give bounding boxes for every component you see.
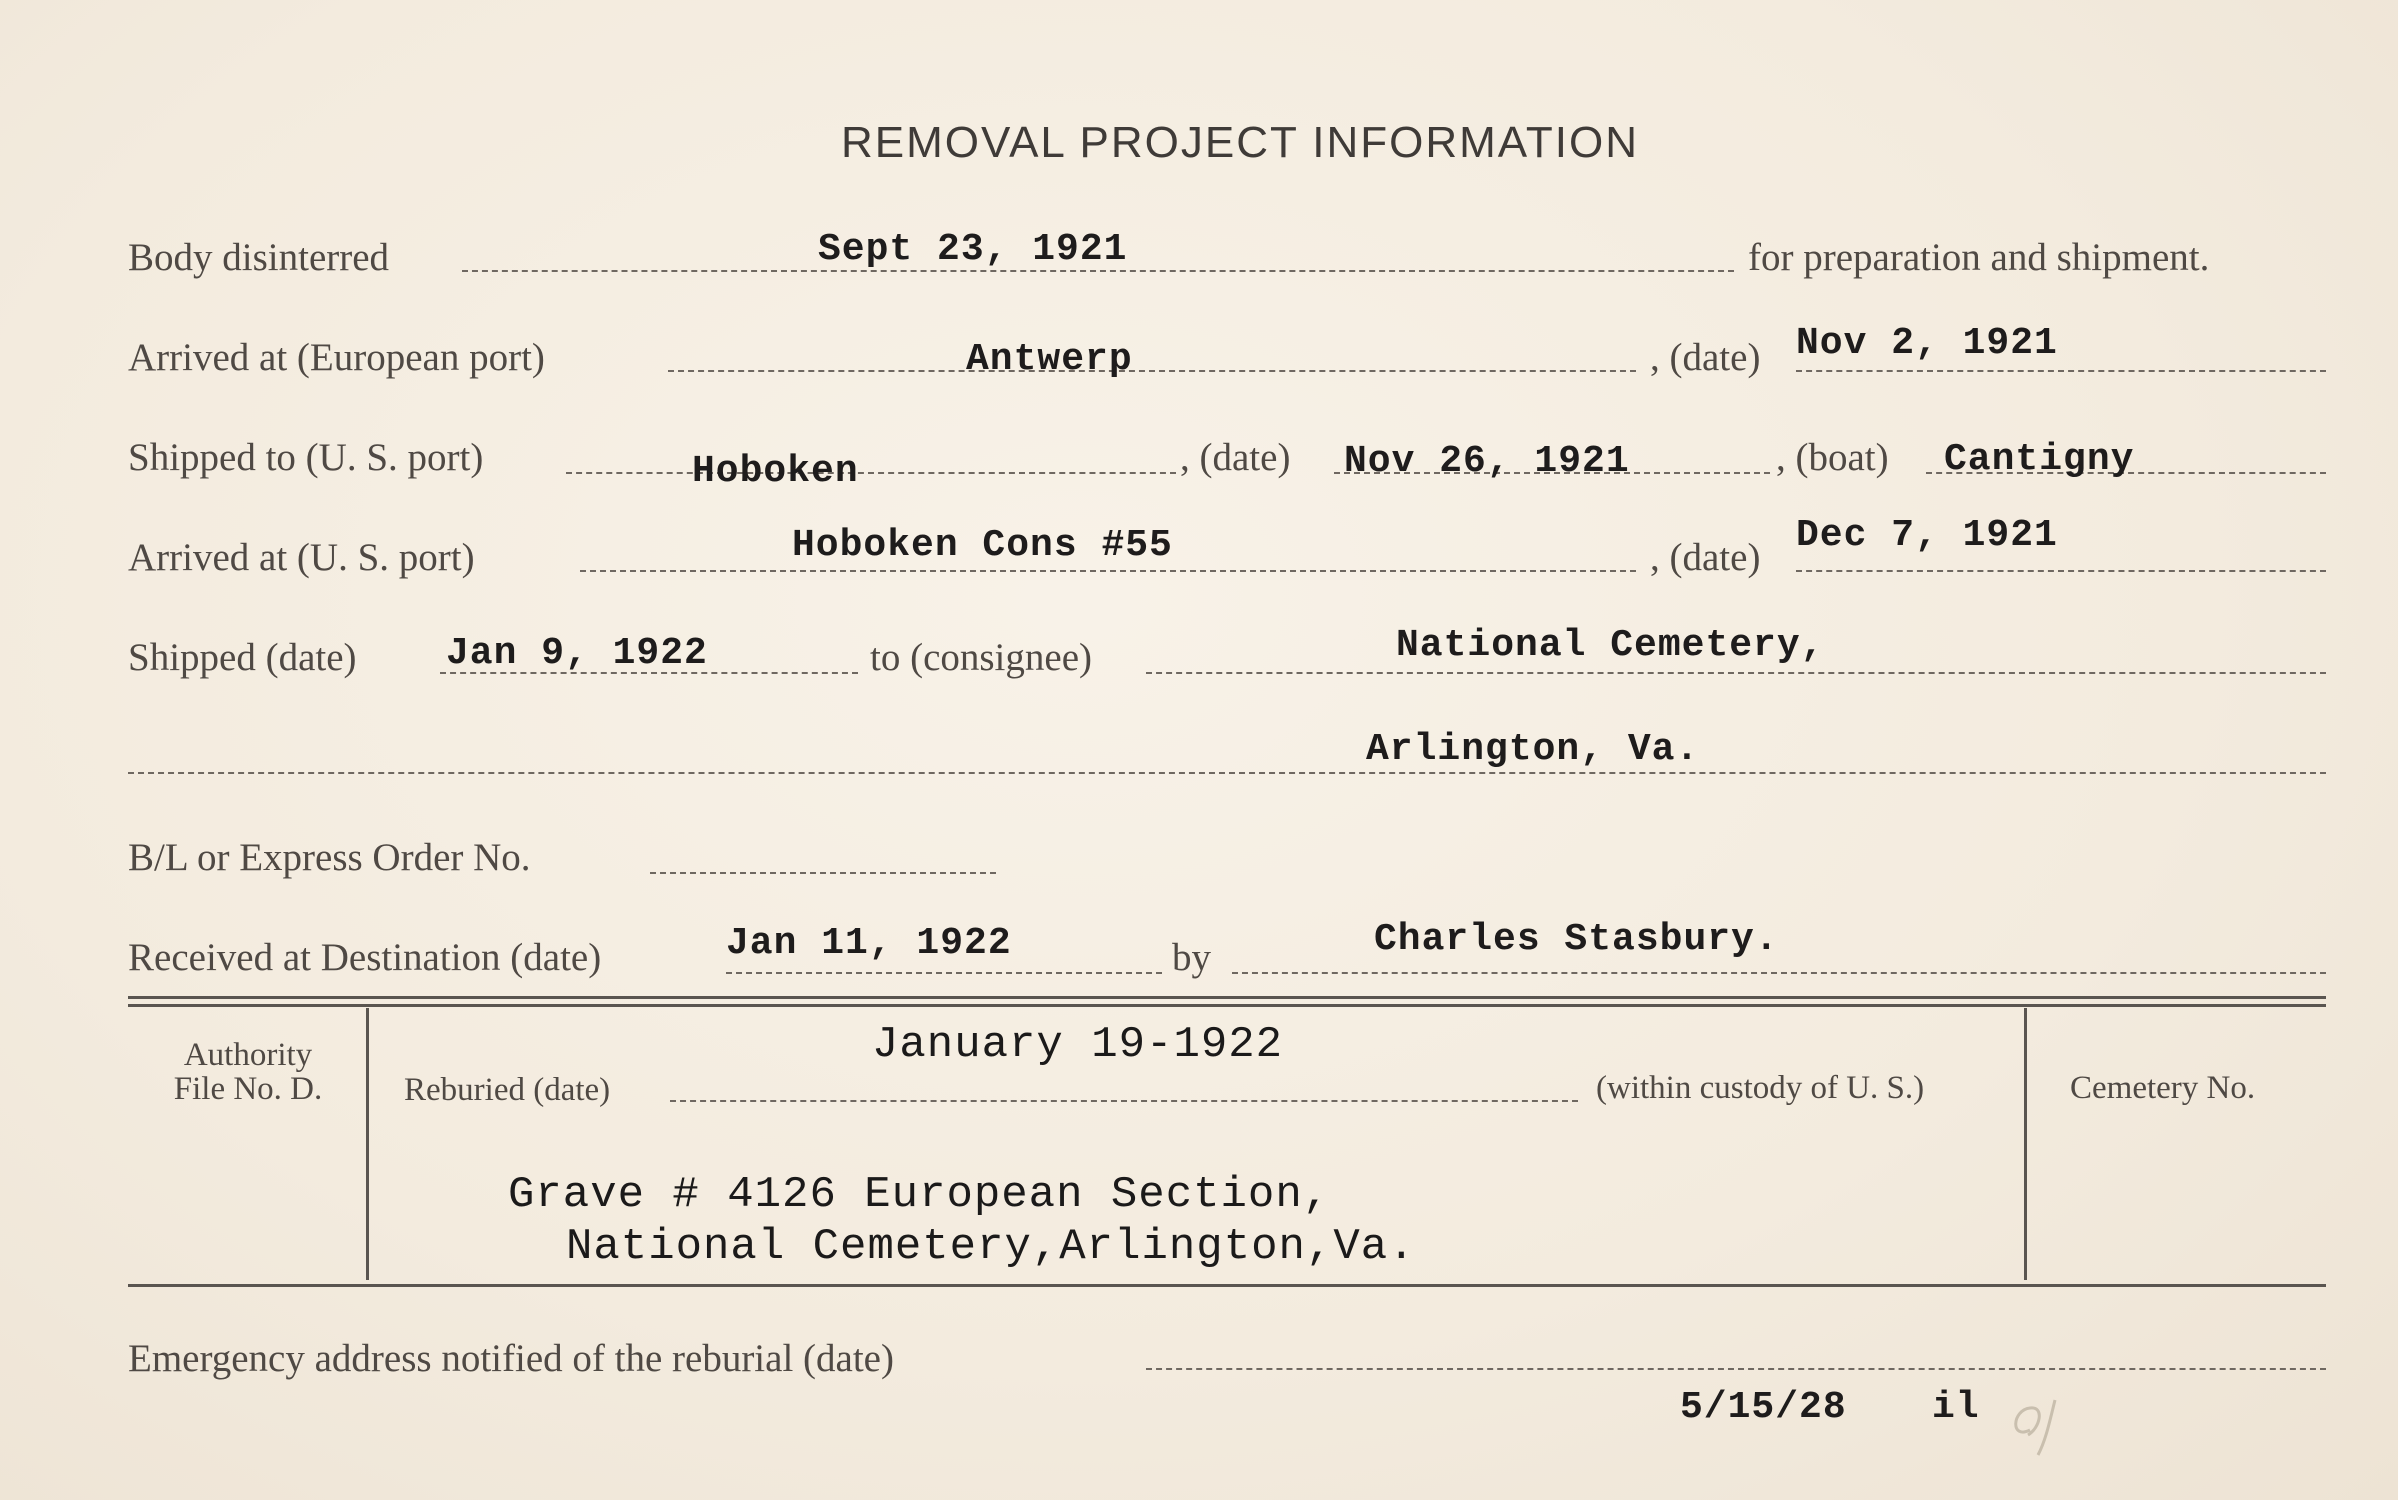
arrived-eu-date: Nov 2, 1921	[1796, 322, 2058, 365]
received-date: Jan 11, 1922	[726, 922, 1012, 965]
reburied-label: Reburied (date)	[404, 1072, 611, 1108]
authority-label	[130, 1038, 366, 1106]
box-divider-left	[366, 1008, 369, 1280]
disinterred-suffix: for preparation and shipment.	[1748, 236, 2210, 279]
shipped-label: Shipped (date)	[128, 636, 357, 679]
box-top-rule-1	[128, 996, 2326, 999]
disinterred-date: Sept 23, 1921	[818, 228, 1128, 271]
consignee-line2: Arlington, Va.	[1366, 728, 1700, 771]
shipped-us-port: Hoboken	[692, 450, 859, 493]
arrived-us-port-line	[580, 570, 1636, 572]
footer-initials: il	[1932, 1386, 1980, 1429]
reburied-line	[670, 1100, 1578, 1102]
arrived-eu-label: Arrived at (European port)	[128, 336, 545, 379]
bl-label: B/L or Express Order No.	[128, 836, 531, 879]
authority-line2: File No. D.	[173, 1071, 323, 1107]
disinterred-label: Body disinterred	[128, 236, 390, 279]
received-by-line	[1232, 972, 2326, 974]
cemetery-no-label: Cemetery No.	[2070, 1070, 2256, 1106]
box-top-rule-2	[128, 1004, 2326, 1007]
shipped-us-boat-label: , (boat)	[1776, 436, 1889, 479]
arrived-us-date: Dec 7, 1921	[1796, 514, 2058, 557]
bl-line	[650, 872, 996, 874]
reburied-date: January 19-1922	[872, 1020, 1284, 1070]
card-title: REMOVAL PROJECT INFORMATION	[841, 118, 1639, 167]
shipped-us-label: Shipped to (U. S. port)	[128, 436, 484, 479]
received-by: Charles Stasbury.	[1374, 918, 1779, 961]
grave-line1: Grave # 4126 European Section,	[508, 1170, 1331, 1220]
consignee-label: to (consignee)	[870, 636, 1093, 679]
grave-line2: National Cemetery,Arlington,Va.	[566, 1222, 1416, 1272]
arrived-eu-port: Antwerp	[966, 338, 1133, 381]
footer-date: 5/15/28	[1680, 1386, 1847, 1429]
arrived-eu-date-line	[1796, 370, 2326, 372]
emergency-line	[1146, 1368, 2326, 1370]
authority-line1: Authority	[183, 1037, 313, 1073]
arrived-us-date-line	[1796, 570, 2326, 572]
shipped-us-date-label: , (date)	[1180, 436, 1291, 479]
arrived-us-label: Arrived at (U. S. port)	[128, 536, 475, 579]
shipped-us-date: Nov 26, 1921	[1344, 440, 1630, 483]
box-bottom-rule	[128, 1284, 2326, 1287]
emergency-label: Emergency address notified of the reburial (date)	[128, 1337, 894, 1380]
received-by-label: by	[1172, 936, 1211, 979]
consignee-line1: National Cemetery,	[1396, 624, 1825, 667]
arrived-us-date-label: , (date)	[1650, 536, 1761, 579]
shipped-us-boat: Cantigny	[1944, 438, 2135, 481]
arrived-us-port: Hoboken Cons #55	[792, 524, 1173, 567]
box-divider-right	[2024, 1008, 2027, 1280]
shipped-us-port-line	[566, 472, 1176, 474]
pencil-mark	[2000, 1380, 2090, 1460]
arrived-eu-port-line	[668, 370, 1636, 372]
received-label: Received at Destination (date)	[128, 936, 602, 979]
custody-label: (within custody of U. S.)	[1596, 1070, 1925, 1106]
received-date-line	[726, 972, 1162, 974]
shipped-date: Jan 9, 1922	[446, 632, 708, 675]
consignee-continuation-line	[128, 772, 2326, 774]
arrived-eu-date-label: , (date)	[1650, 336, 1761, 379]
consignee-line	[1146, 672, 2326, 674]
